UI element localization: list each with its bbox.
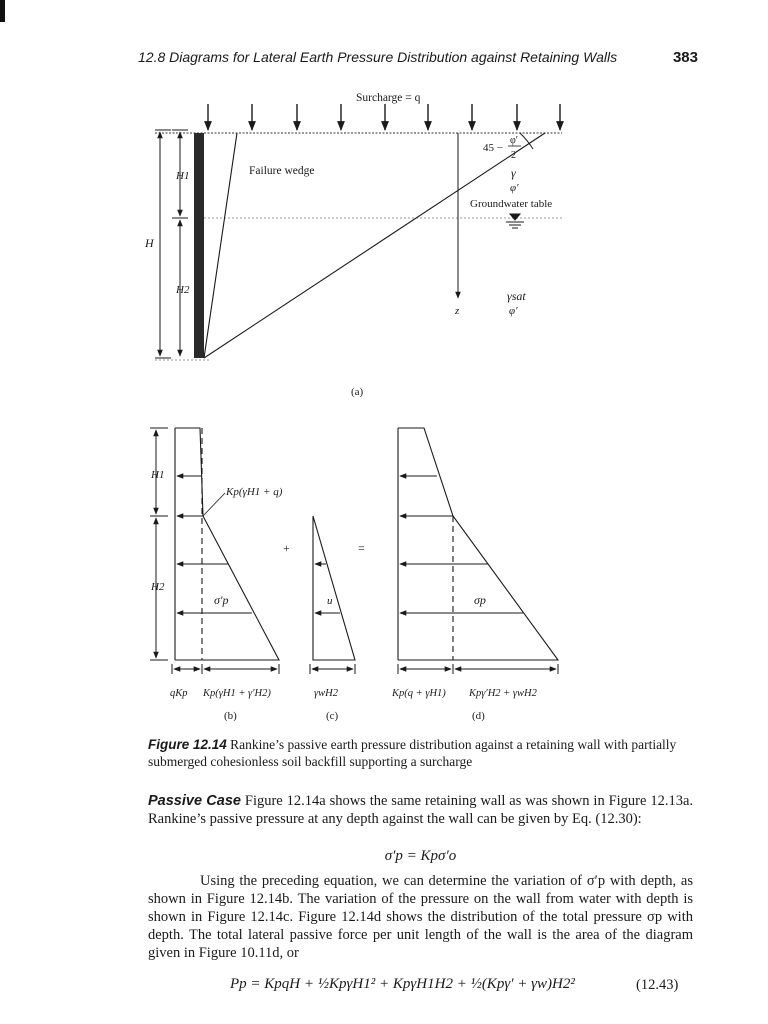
b-bottom-left: qKp xyxy=(170,688,188,699)
equals-sign: = xyxy=(358,541,365,555)
d-bottom-left: Kp(q + γH1) xyxy=(392,688,446,699)
panel-b xyxy=(150,428,283,722)
u-label: u xyxy=(327,595,333,607)
gamma-sat-label: γsat xyxy=(507,289,526,303)
d-bottom-right: Kpγ′H2 + γwH2 xyxy=(469,688,537,699)
dimension-lines-a xyxy=(155,130,188,358)
c-bottom: γwH2 xyxy=(314,688,338,699)
b-bottom-right: Kp(γH1 + γ′H2) xyxy=(203,688,271,699)
H-label: H xyxy=(145,236,154,250)
panel-d-label: (d) xyxy=(472,710,485,722)
surcharge-label: Surcharge = q xyxy=(356,92,421,104)
bottom-dims-c xyxy=(310,664,355,674)
wedge-line xyxy=(204,133,237,358)
bottom-dims-d xyxy=(398,664,558,674)
sigma-p-prime-label: σ′p xyxy=(214,593,229,607)
figure-caption xyxy=(148,736,688,770)
panel-a xyxy=(144,92,562,398)
gamma-label: γ xyxy=(511,166,516,180)
equation-2-number: (12.43) xyxy=(636,977,679,993)
caption-label: Figure 12.14 xyxy=(148,737,227,752)
page-number: 383 xyxy=(672,49,698,66)
leader-line xyxy=(203,493,225,516)
panel-c xyxy=(310,516,355,722)
sigma-p-label: σp xyxy=(474,593,486,607)
phi-prime-label-lower: φ′ xyxy=(509,305,518,317)
passive-case-paragraph xyxy=(148,792,693,828)
section-head: Passive Case xyxy=(148,793,241,809)
panel-b-label: (b) xyxy=(224,710,237,722)
kp-gamma-label: Kp(γH1 + q) xyxy=(226,486,283,498)
equation-2: Pp = KpqH + ½KpγH1² + KpγH1H2 + ½(Kpγ′ + γw)H2² xyxy=(230,976,575,992)
H2-label: H2 xyxy=(176,284,190,296)
groundwater-label: Groundwater table xyxy=(470,198,553,210)
running-title: 12.8 Diagrams for Lateral Earth Pressure Distribution against Retaining Walls xyxy=(138,49,618,65)
paragraph-1: Figure 12.14a shows the same retaining wall as was shown in Figure 12.13a. Rankine’s passive pressure at any depth against the wall can be given by Eq. (12.30): xyxy=(148,793,694,827)
angle-arc xyxy=(520,133,533,149)
panel-c-label: (c) xyxy=(326,710,339,722)
caption-text: Rankine’s passive earth pressure distribution against a retaining wall with partially submerged cohesionless soil backfill supporting a surcharge xyxy=(148,737,677,769)
z-label: z xyxy=(455,305,460,317)
paragraph-2: Using the preceding equation, we can determine the variation of σ′p with depth, as shown in Figure 12.14b. The variation of the pressure on the wall from water with depth is shown in Figure 12.14c. Figure 12.14d shows the distribution of the total pressure σp with depth. The total lateral passive force per unit length of the wall is the area of the diagram given in Figure 10.11d, or xyxy=(148,873,693,961)
panel-a-label: (a) xyxy=(351,386,364,398)
equation-1: σ′p = Kpσ′o xyxy=(384,848,457,864)
angle-den: 2 xyxy=(511,150,516,161)
angle-prefix: 45 − xyxy=(483,142,503,154)
panel-d xyxy=(391,428,558,722)
phi-prime-label: φ′ xyxy=(510,182,519,194)
H1-label-b: H1 xyxy=(151,469,165,481)
surcharge-arrows xyxy=(208,104,560,130)
angle-phi: φ′ xyxy=(510,135,518,146)
pressure-arrows-d xyxy=(400,476,523,613)
dimension-lines-b xyxy=(150,428,168,660)
water-table-symbol xyxy=(506,214,524,228)
plus-sign: + xyxy=(283,541,290,555)
H1-label: H1 xyxy=(176,170,190,182)
H2-label-b: H2 xyxy=(151,581,165,593)
bottom-dims-b xyxy=(172,664,279,674)
failure-wedge-label: Failure wedge xyxy=(249,165,315,177)
retaining-wall xyxy=(194,133,204,358)
